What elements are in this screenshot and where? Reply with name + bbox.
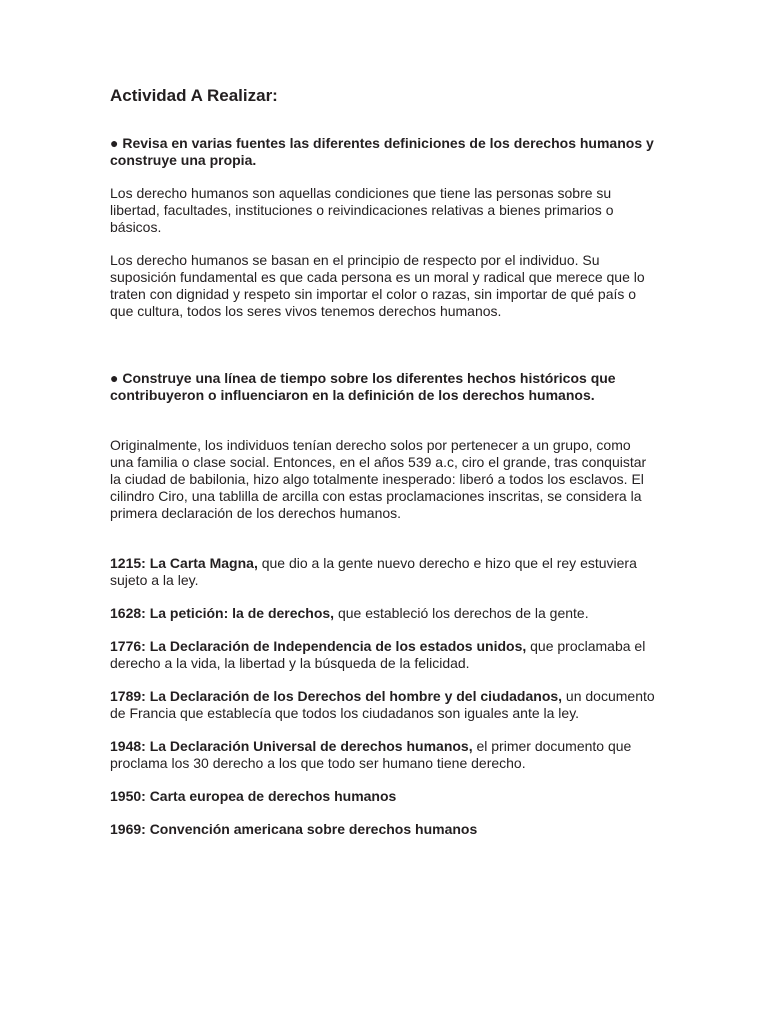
task-1 (110, 135, 655, 169)
timeline-item-1950 (110, 788, 655, 805)
timeline-item-1215 (110, 555, 655, 589)
answer-1-paragraph-1: Los derecho humanos son aquellas condiciones que tiene las personas sobre su libertad, facultades, instituciones o reivindicaciones relativas a bienes primarios o básicos. (110, 185, 614, 235)
timeline-item-1789 (110, 688, 655, 722)
page-title: Actividad A Realizar: (110, 86, 278, 105)
timeline-heading: 1950: Carta europea de derechos humanos (110, 788, 397, 804)
timeline-heading: 1948: La Declaración Universal de derechos humanos, (110, 738, 473, 754)
task-1-text: Revisa en varias fuentes las diferentes definiciones de los derechos humanos y construye una propia. (110, 135, 654, 168)
timeline-item-1948 (110, 738, 655, 772)
timeline-text: que estableció los derechos de la gente. (334, 605, 589, 621)
task-2-text: Construye una línea de tiempo sobre los diferentes hechos históricos que contribuyeron o influenciaron en la definición de los derechos humanos. (110, 370, 616, 403)
timeline-text: que proclamaba el derecho a la vida, la libertad y la búsqueda de la felicidad. (110, 638, 646, 671)
timeline-item-1969 (110, 821, 655, 838)
document-page (110, 86, 655, 838)
timeline-heading: 1628: La petición: la de derechos, (110, 605, 335, 621)
timeline-heading: 1969: Convención americana sobre derechos humanos (110, 821, 478, 837)
timeline-text: que dio a la gente nuevo derecho e hizo que el rey estuviera sujeto a la ley. (110, 555, 637, 588)
timeline-heading: 1776: La Declaración de Independencia de los estados unidos, (110, 638, 527, 654)
task-2 (110, 370, 655, 404)
bullet-icon: ● (110, 370, 119, 386)
answer-2-paragraph-1: Originalmente, los individuos tenían derecho solos por pertenecer a un grupo, como una familia o clase social. Entonces, en el años 539 a.c, ciro el grande, tras conquistar la ciudad de babilonia, hizo algo totalmente inesperado: liberó a todos los esclavos. El cilindro Ciro, una tablilla de arcilla con estas proclamaciones inscritas, se considera la primera declaración de los derechos humanos. (110, 437, 647, 521)
timeline-text: un documento de Francia que establecía que todos los ciudadanos son iguales ante la ley. (110, 688, 655, 721)
answer-1-paragraph-2: Los derecho humanos se basan en el principio de respecto por el individuo. Su suposición fundamental es que cada persona es un moral y radical que merece que lo traten con dignidad y respeto sin importar el color o razas, sin importar de qué país o que cultura, todos los seres vivos tenemos derechos humanos. (110, 252, 645, 319)
timeline-item-1776 (110, 638, 655, 672)
bullet-icon: ● (110, 135, 119, 151)
timeline-heading: 1215: La Carta Magna, (110, 555, 258, 571)
timeline-text: el primer documento que proclama los 30 derecho a los que todo ser humano tiene derecho. (110, 738, 632, 771)
timeline-heading: 1789: La Declaración de los Derechos del hombre y del ciudadanos, (110, 688, 563, 704)
timeline-item-1628 (110, 605, 655, 622)
